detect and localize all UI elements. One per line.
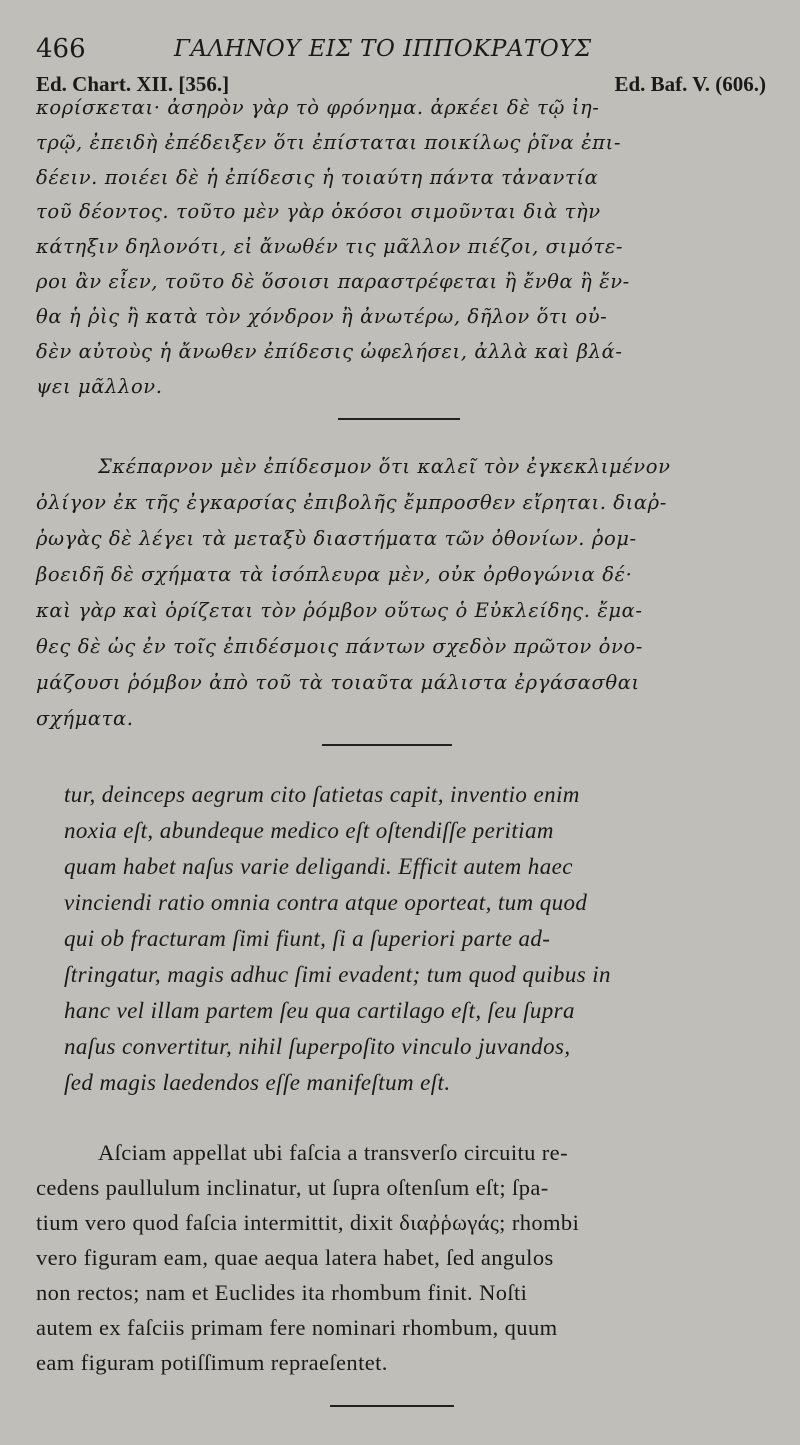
latin-line: ſed magis laedendos eſſe manifeſtum eſt.: [64, 1070, 451, 1095]
section-divider: [338, 418, 460, 420]
greek-line: τοῦ δέοντος. τοῦτο μὲν γὰρ ὁκόσοι σιμοῦνται διὰ τὴν: [36, 200, 601, 223]
latin-line: noxia eſt, abundeque medico eſt oſtendiſſe peritiam: [64, 818, 554, 843]
greek-line: Σκέπαρνον μὲν ἐπίδεσμον ὅτι καλεῖ τὸν ἐγκεκλιμένον: [98, 455, 671, 478]
greek-line: κάτηξιν δηλονότι, εἰ ἄνωθέν τις μᾶλλον πιέζοι, σιμότε-: [36, 235, 624, 258]
section-divider: [322, 744, 452, 746]
page-header: [36, 30, 766, 66]
section-divider: [330, 1405, 454, 1407]
greek-line: ὀλίγον ἐκ τῆς ἐγκαρσίας ἐπιβολῆς ἔμπροσθεν εἴρηται. διαῤ-: [36, 491, 667, 514]
latin-line: naſus convertitur, nihil ſuperpoſito vinculo juvandos,: [64, 1034, 571, 1059]
greek-line: θες δὲ ὡς ἐν τοῖς ἐπιδέσμοις πάντων σχεδὸν πρῶτον ὀνο-: [36, 635, 643, 658]
greek-line: ψει μᾶλλον.: [36, 375, 163, 398]
latin-line: autem ex faſciis primam fere nominari rhombum, quum: [36, 1315, 558, 1340]
latin-line: vinciendi ratio omnia contra atque oporteat, tum quod: [64, 890, 588, 915]
greek-line: δέειν. ποιέει δὲ ἡ ἐπίδεσις ἡ τοιαύτη πάντα τἀναντία: [36, 166, 599, 189]
latin-line: tur, deinceps aegrum cito ſatietas capit, inventio enim: [64, 782, 580, 807]
latin-line: tium vero quod faſcia intermittit, dixit διαῤῥωγάς; rhombi: [36, 1210, 580, 1235]
greek-line: τρῷ, ἐπειδὴ ἐπέδειξεν ὅτι ἐπίσταται ποικίλως ῥῖνα ἐπι-: [36, 131, 622, 154]
greek-line: κορίσκεται· ἀσηρὸν γὰρ τὸ φρόνημα. ἀρκέει δὲ τῷ ἰη-: [36, 96, 600, 119]
greek-line: ροι ἂν εἶεν, τοῦτο δὲ ὅσοισι παραστρέφεται ἢ ἔνθα ἢ ἔν-: [36, 270, 630, 293]
edition-reference-left: Ed. Chart. XII. [356.]: [36, 72, 230, 96]
greek-line: καὶ γὰρ καὶ ὁρίζεται τὸν ῥόμβον οὕτως ὁ Εὐκλείδης. ἔμα-: [36, 599, 643, 622]
greek-line: μάζουσι ῥόμβον ἀπὸ τοῦ τὰ τοιαῦτα μάλιστα ἐργάσασθαι: [36, 671, 640, 694]
latin-line: non rectos; nam et Euclides ita rhombum finit. Noſti: [36, 1280, 528, 1305]
latin-line: eam figuram potiſſimum repraeſentet.: [36, 1350, 388, 1375]
latin-line: hanc vel illam partem ſeu qua cartilago eſt, ſeu ſupra: [64, 998, 575, 1023]
latin-line: qui ob fracturam ſimi fiunt, ſi a ſuperiori parte ad-: [64, 926, 551, 951]
running-title: ΓΑΛΗΝΟΥ ΕΙΣ ΤΟ ΙΠΠΟΚΡΑΤΟΥΣ: [174, 36, 592, 62]
greek-line: δὲν αὐτοὺς ἡ ἄνωθεν ἐπίδεσις ὠφελήσει, ἀλλὰ καὶ βλά-: [36, 340, 623, 363]
greek-line: σχήματα.: [36, 707, 134, 730]
latin-line: Aſciam appellat ubi faſcia a transverſo circuitu re-: [98, 1140, 568, 1165]
latin-line: ſtringatur, magis adhuc ſimi evadent; tum quod quibus in: [64, 962, 611, 987]
latin-line: vero figuram eam, quae aequa latera habet, ſed angulos: [36, 1245, 554, 1270]
greek-line: θα ἡ ῥὶς ἢ κατὰ τὸν χόνδρον ἢ ἀνωτέρω, δῆλον ὅτι οὐ-: [36, 305, 608, 328]
latin-line: cedens paullulum inclinatur, ut ſupra oſtenſum eſt; ſpa-: [36, 1175, 549, 1200]
page-number: 466: [36, 34, 86, 64]
latin-line: quam habet naſus varie deligandi. Efficit autem haec: [64, 854, 573, 879]
greek-line: βοειδῆ δὲ σχήματα τὰ ἰσόπλευρα μὲν, οὐκ ὀρθογώνια δέ·: [36, 563, 633, 586]
edition-reference-right: Ed. Baf. V. (606.): [614, 72, 766, 96]
greek-line: ῥωγὰς δὲ λέγει τὰ μεταξὺ διαστήματα τῶν ὀθονίων. ῥομ-: [36, 527, 637, 550]
